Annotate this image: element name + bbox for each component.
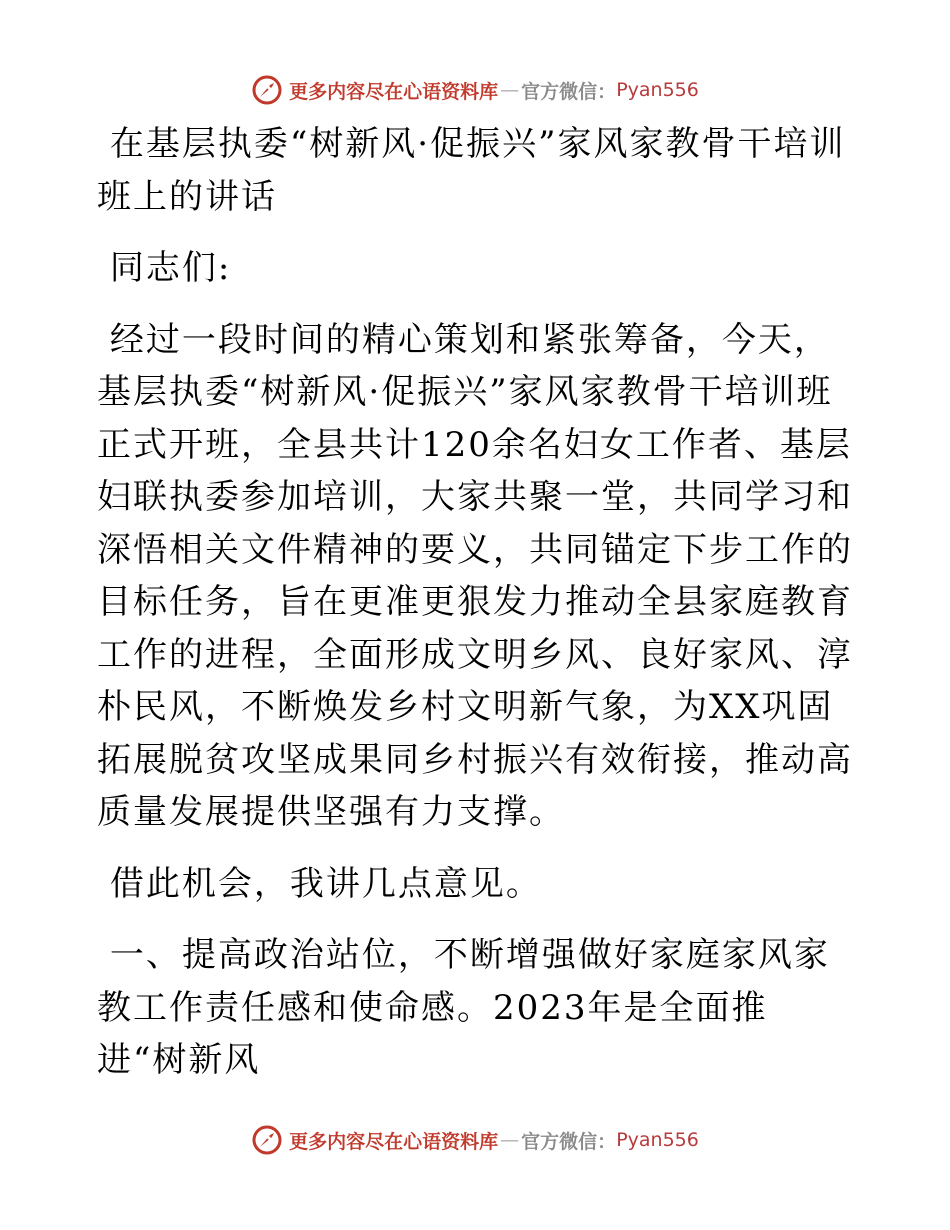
- watermark-contact-label: 官方微信：: [521, 80, 617, 103]
- watermark-separator: —: [500, 79, 520, 101]
- watermark-banner-top: [0, 70, 950, 110]
- watermark-contact-id: Pyan556: [616, 79, 699, 101]
- salutation-paragraph: 同志们:: [109, 248, 232, 288]
- watermark-main-text: 更多内容尽在心语资料库: [289, 80, 499, 103]
- watermark-separator: —: [500, 1129, 520, 1151]
- watermark-contact-label: 官方微信：: [521, 1130, 617, 1153]
- watermark-main-text: 更多内容尽在心语资料库: [289, 1130, 499, 1153]
- document-body: [97, 118, 857, 1106]
- section-one-paragraph: 一、提高政治站位，不断增强做好家庭家风家教工作责任感和使命感。2023年是全面推进“树新风: [97, 935, 830, 1080]
- pen-nib-circle-icon: [251, 74, 283, 106]
- opening-paragraph: 经过一段时间的精心策划和紧张筹备，今天，基层执委“树新风·促振兴”家风家教骨干培训班正式开班，全县共计120余名妇女工作者、基层妇联执委参加培训，大家共聚一堂，共同学习和深悟相关文件精神的要义，共同锚定下步工作的目标任务，旨在更准更狠发力推动全县家庭教育工作的进程，全面形成文明乡风、良好家风、淳朴民风，不断焕发乡村文明新气象，为XX巩固拓展脱贫攻坚成果同乡村振兴有效衔接，推动高质量发展提供坚强有力支撑。: [97, 319, 853, 832]
- transition-paragraph: 借此机会，我讲几点意见。: [109, 863, 542, 904]
- watermark-contact-id: Pyan556: [616, 1129, 699, 1151]
- watermark-banner-bottom: [0, 1120, 950, 1160]
- document-title: 在基层执委“树新风·促振兴”家风家教骨干培训班上的讲话: [97, 124, 846, 217]
- pen-nib-circle-icon: [251, 1124, 283, 1156]
